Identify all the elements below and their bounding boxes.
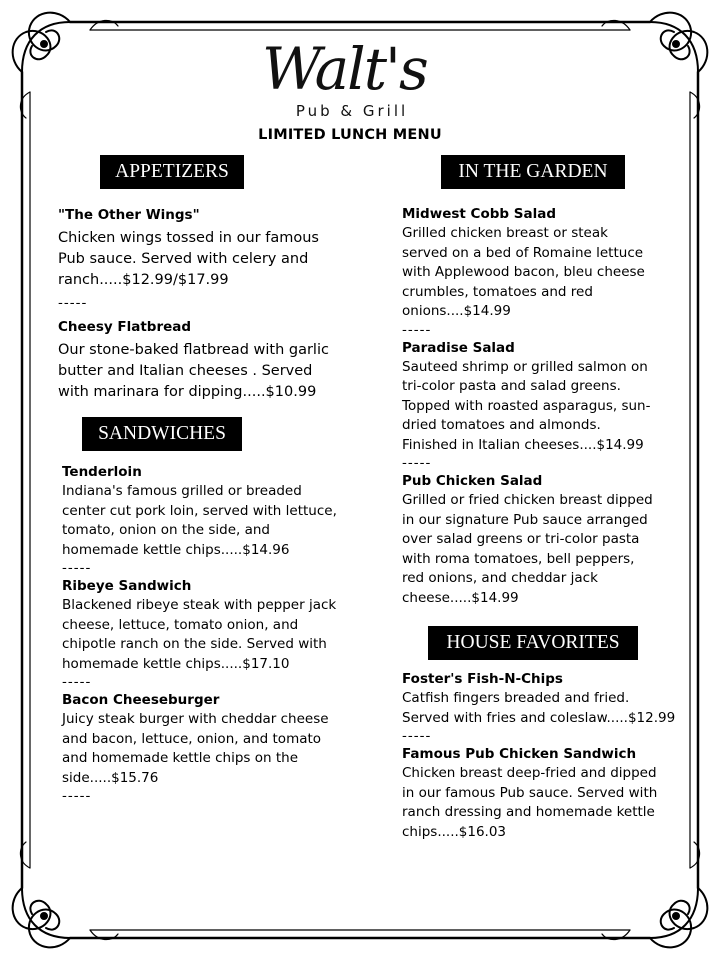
item-name: "The Other Wings" <box>58 207 200 223</box>
sandwiches-list <box>62 463 362 805</box>
item-name: Bacon Cheeseburger <box>62 692 220 708</box>
menu-item-pub-chicken-sandwich <box>402 745 694 842</box>
item-name: Cheesy Flatbread <box>58 319 192 335</box>
menu-item-fish-n-chips <box>402 670 694 728</box>
item-separator: ----- <box>402 455 432 471</box>
item-name: Famous Pub Chicken Sandwich <box>402 746 637 762</box>
item-description: Our stone-baked flatbread with garlic butter and Italian cheeses . Served with marinara for dipping.....$10.99 <box>58 342 329 400</box>
section-header-favorites: HOUSE FAVORITES <box>428 626 638 660</box>
item-description: Grilled or fried chicken breast dipped in our signature Pub sauce arranged over salad greens or tri-color pasta with roma tomatoes, bell peppers, red onions, and cheddar jack cheese.....$14.99 <box>402 492 653 606</box>
item-separator: ----- <box>62 674 92 690</box>
section-header-garden: IN THE GARDEN <box>441 155 625 189</box>
item-name: Foster's Fish-N-Chips <box>402 671 563 687</box>
appetizers-list <box>58 206 358 403</box>
item-name: Ribeye Sandwich <box>62 578 192 594</box>
item-description: Chicken wings tossed in our famous Pub sauce. Served with celery and ranch.....$12.99/$17.99 <box>58 230 319 288</box>
item-description: Juicy steak burger with cheddar cheese and bacon, lettuce, onion, and tomato and homemade kettle chips on the side.....$15.76 <box>62 711 329 786</box>
item-separator: ----- <box>402 728 432 744</box>
item-separator: ----- <box>62 560 92 576</box>
item-description: Sauteed shrimp or grilled salmon on tri-color pasta and salad greens. Topped with roasted asparagus, sun- dried tomatoes and almonds. Finished in Italian cheeses....$14.99 <box>402 358 651 453</box>
menu-item-tenderloin <box>62 463 362 560</box>
item-description: Catfish fingers breaded and fried. Served with fries and coleslaw.....$12.99 <box>402 690 676 726</box>
menu-item-ribeye-sandwich <box>62 577 362 674</box>
item-name: Paradise Salad <box>402 339 515 356</box>
section-header-sandwiches: SANDWICHES <box>82 417 242 451</box>
item-separator: ----- <box>62 788 92 804</box>
menu-item-paradise-salad <box>402 339 692 456</box>
menu-item-midwest-cobb-salad <box>402 205 692 322</box>
item-name: Midwest Cobb Salad <box>402 206 556 222</box>
item-name: Pub Chicken Salad <box>402 473 543 489</box>
menu-subtitle: LIMITED LUNCH MENU <box>258 127 442 143</box>
menu-item-pub-chicken-salad <box>402 472 692 608</box>
logo-subtitle: Pub & Grill <box>295 102 409 120</box>
item-description: Chicken breast deep-fried and dipped in our famous Pub sauce. Served with ranch dressing and homemade kettle chips.....$16.03 <box>402 765 658 840</box>
favorites-list <box>402 670 694 842</box>
garden-list <box>402 205 692 608</box>
item-description: Grilled chicken breast or steak served on a bed of Romaine lettuce with Applewood bacon, bleu cheese crumbles, tomatoes and red onions....$14.99 <box>402 225 645 319</box>
item-separator: ----- <box>58 295 88 311</box>
corner-ornament-bottom-left <box>13 842 118 947</box>
section-header-appetizers: APPETIZERS <box>100 155 244 189</box>
menu-item-cheesy-flatbread <box>58 318 358 403</box>
item-description: Blackened ribeye steak with pepper jack cheese, lettuce, tomato onion, and chipotle ranch on the side. Served with homemade kettle chips.....$17.10 <box>62 597 337 672</box>
item-name: Tenderloin <box>62 464 142 480</box>
item-description: Indiana's famous grilled or breaded center cut pork loin, served with lettuce, tomato, onion on the side, and homemade kettle chips.....$14.96 <box>62 483 337 558</box>
logo <box>0 34 720 124</box>
corner-ornament-bottom-right <box>602 842 707 947</box>
item-separator: ----- <box>402 321 432 338</box>
menu-item-bacon-cheeseburger <box>62 691 362 788</box>
menu-item-other-wings <box>58 206 358 291</box>
logo-script: Walt's <box>262 35 427 103</box>
